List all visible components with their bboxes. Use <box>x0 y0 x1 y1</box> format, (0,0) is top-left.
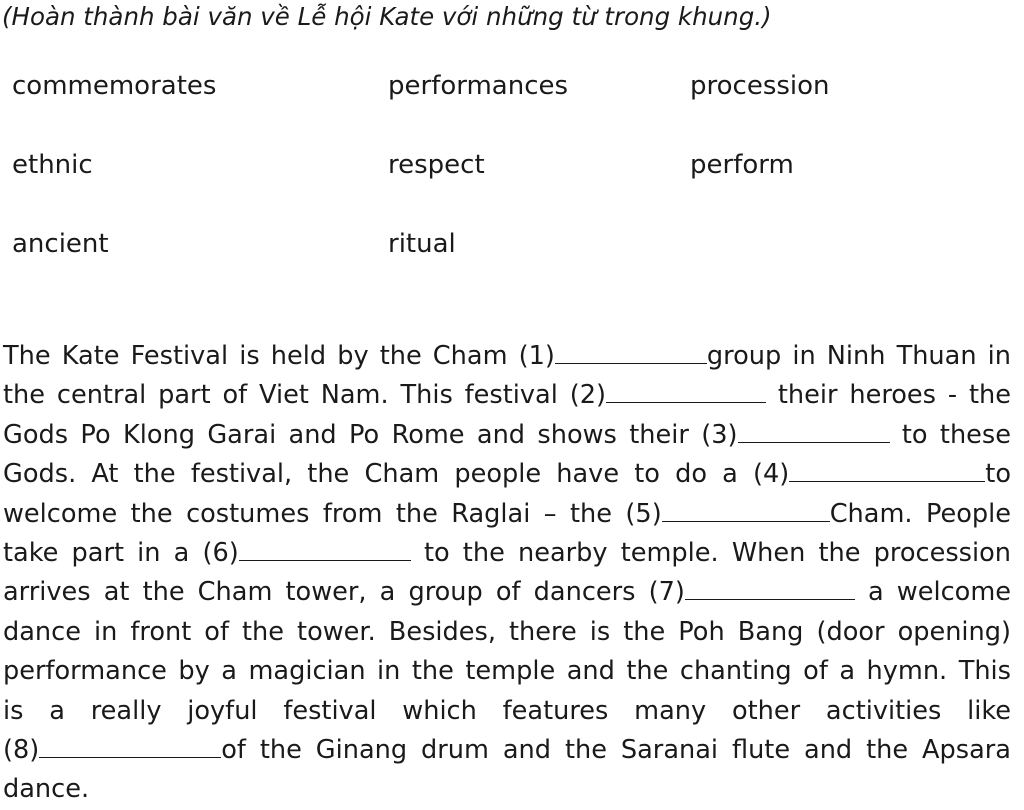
word-bank-item: perform <box>690 150 794 180</box>
instruction-text: (Hoàn thành bài văn về Lễ hội Kate với những từ trong khung.) <box>2 2 772 31</box>
passage-text: a welcome <box>868 577 1011 608</box>
word-bank-item: performances <box>388 71 569 101</box>
passage-line <box>3 495 1011 534</box>
word-bank-item: respect <box>388 150 485 180</box>
passage-line <box>3 337 1011 376</box>
blank-4[interactable] <box>789 457 985 482</box>
passage-line <box>3 573 1011 612</box>
word-bank-item: commemorates <box>12 71 217 101</box>
passage-text: take part in a (6) <box>3 537 239 568</box>
word-bank <box>0 0 1024 300</box>
passage <box>3 337 1011 810</box>
passage-line: dance in front of the tower. Besides, there is the Poh Bang (door opening) <box>3 616 1011 647</box>
passage-line <box>3 416 1011 455</box>
passage-line <box>3 534 1011 573</box>
blank-6[interactable] <box>239 536 411 561</box>
passage-text: welcome the costumes from the Raglai – the (5) <box>3 498 662 529</box>
blank-5[interactable] <box>662 497 830 522</box>
passage-line: performance by a magician in the temple and the chanting of a hymn. This <box>3 656 1011 687</box>
passage-text: Gods. At the festival, the Cham people have to do a (4) <box>3 459 790 490</box>
passage-text: of the Ginang drum and the Saranai flute and the Apsara <box>221 734 1011 765</box>
blank-1[interactable] <box>555 339 707 364</box>
word-bank-item: ritual <box>388 229 456 259</box>
passage-text: the central part of Viet Nam. This festival (2) <box>3 380 606 411</box>
passage-line <box>3 455 1011 494</box>
passage-text: group in Ninh Thuan in <box>706 341 1011 371</box>
passage-text: (8) <box>3 734 40 765</box>
blank-2[interactable] <box>606 378 766 403</box>
word-bank-item: ethnic <box>12 150 93 180</box>
passage-text: Cham. People <box>829 498 1011 529</box>
word-bank-item: ancient <box>12 229 109 259</box>
passage-line: is a really joyful festival which features many other activities like <box>3 695 1011 726</box>
passage-line <box>3 376 1011 415</box>
passage-text: to the nearby temple. When the procession <box>423 537 1011 568</box>
word-bank-item: procession <box>690 71 830 101</box>
blank-3[interactable] <box>738 418 890 443</box>
passage-text: to these <box>901 419 1011 450</box>
passage-text: Gods Po Klong Garai and Po Rome and shows their (3) <box>3 419 738 450</box>
passage-text: arrives at the Cham tower, a group of dancers (7) <box>3 577 685 608</box>
passage-text: The Kate Festival is held by the Cham (1) <box>3 341 555 371</box>
passage-line <box>3 731 1011 770</box>
passage-line: dance. <box>3 774 90 805</box>
blank-8[interactable] <box>39 733 221 758</box>
passage-text: their heroes - the <box>777 380 1011 411</box>
passage-text: to <box>985 459 1011 490</box>
blank-7[interactable] <box>685 575 855 600</box>
